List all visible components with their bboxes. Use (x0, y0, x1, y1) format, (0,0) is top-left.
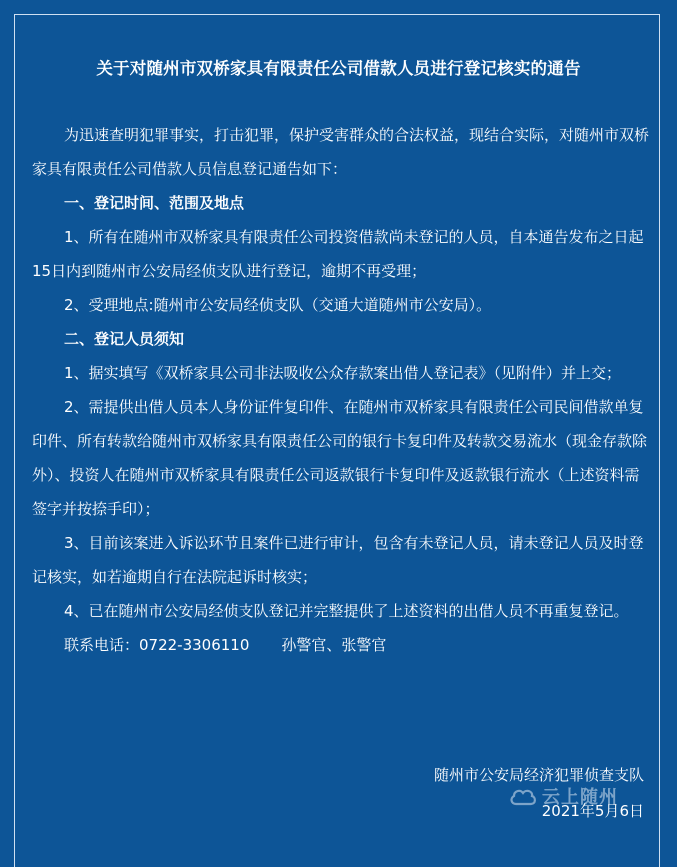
cloud-icon (508, 785, 538, 807)
paragraph-notes-4: 4、已在随州市公安局经侦支队登记并完整提供了上述资料的出借人员不再重复登记。 (64, 602, 629, 620)
contact-officers: 孙警官、张警官 (281, 636, 387, 654)
paragraph-registration-1: 1、所有在随州市双桥家具有限责任公司投资借款尚未登记的人员，自本通告发布之日起15日内到随州市公安局经侦支队进行登记，逾期不再受理； (32, 228, 644, 280)
contact-phone: 联系电话：0722-3306110 (64, 636, 250, 654)
signature-org: 随州市公安局经济犯罪侦查支队 (433, 766, 644, 784)
intro-paragraph: 为迅速查明犯罪事实，打击犯罪，保护受害群众的合法权益，现结合实际，对随州市双桥家具有限责任公司借款人员信息登记通告如下： (32, 126, 650, 178)
contact-line (32, 628, 652, 662)
section-heading-notes: 二、登记人员须知 (64, 330, 185, 348)
notice-title: 关于对随州市双桥家具有限责任公司借款人员进行登记核实的通告 (96, 59, 581, 78)
watermark (508, 783, 618, 809)
signature-date: 2021年5月6日 (541, 802, 644, 820)
watermark-text: 云上随州 (542, 787, 618, 808)
paragraph-notes-3: 3、目前该案进入诉讼环节且案件已进行审计，包含有未登记人员，请未登记人员及时登记核实，如若逾期自行在法院起诉时核实； (32, 534, 644, 586)
paragraph-registration-2: 2、受理地点:随州市公安局经侦支队（交通大道随州市公安局）。 (64, 296, 492, 314)
notice-body (32, 118, 652, 662)
section-heading-registration: 一、登记时间、范围及地点 (64, 194, 245, 212)
paragraph-notes-2: 2、需提供出借人员本人身份证件复印件、在随州市双桥家具有限责任公司民间借款单复印件、所有转款给随州市双桥家具有限责任公司的银行卡复印件及转款交易流水（现金存款除外）、投资人在随州市双桥家具有限责任公司返款银行卡复印件及返款银行流水（上述资料需签字并按捺手印）； (32, 398, 648, 518)
paragraph-notes-1: 1、据实填写《双桥家具公司非法吸收公众存款案出借人登记表》（见附件）并上交； (64, 364, 622, 382)
